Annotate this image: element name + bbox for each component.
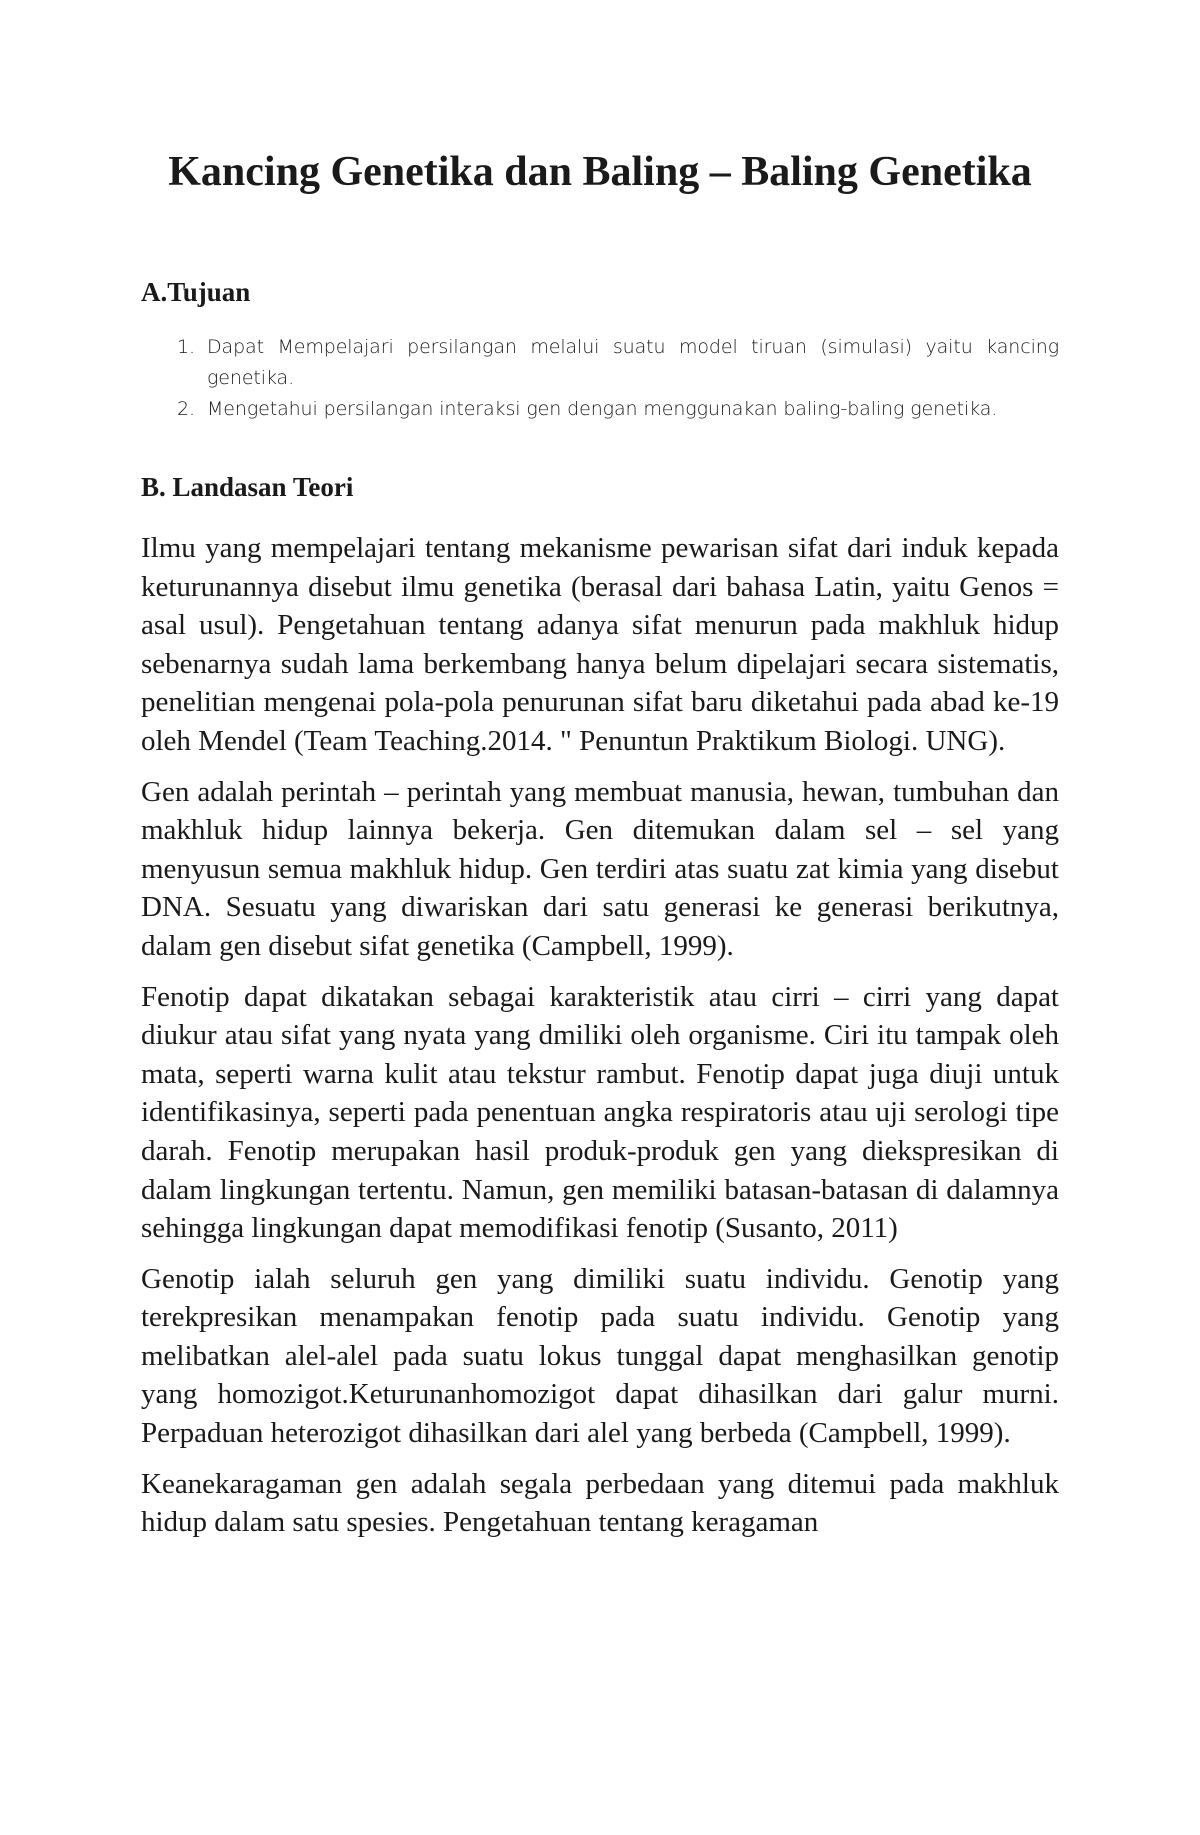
- section-tujuan: [141, 274, 1059, 425]
- section-b-heading: B. Landasan Teori: [141, 472, 354, 502]
- paragraph: Keanekaragaman gen adalah segala perbedaan yang ditemui pada makhluk hidup dalam satu spesies. Pengetahuan tentang keragaman: [141, 1467, 1059, 1539]
- paragraph: Ilmu yang mempelajari tentang mekanisme pewarisan sifat dari induk kepada keturunannya disebut ilmu genetika (berasal dari bahasa Latin, yaitu Genos = asal usul). Pengetahuan tentang adanya sifat menurun pada makhluk hidup sebenarnya sudah lama berkembang hanya belum dipelajari secara sistematis, penelitian mengenai pola-pola penurunan sifat baru diketahui pada abad ke-19 oleh Mendel (Team Teaching.2014. " Penuntun Praktikum Biologi. UNG).: [141, 532, 1059, 757]
- section-landasan-teori: [141, 469, 1059, 1542]
- aims-list: [141, 332, 1059, 425]
- paragraph: Fenotip dapat dikatakan sebagai karakteristik atau cirri – cirri yang dapat diukur atau sifat yang nyata yang dmiliki oleh organisme. Ciri itu tampak oleh mata, seperti warna kulit atau tekstur rambut. Fenotip dapat juga diuji untuk identifikasinya, seperti pada penentuan angka respiratoris atau uji serologi tipe darah. Fenotip merupakan hasil produk-produk gen yang diekspresikan di dalam lingkungan tertentu. Namun, gen memiliki batasan-batasan di dalamnya sehingga lingkungan dapat memodifikasi fenotip (Susanto, 2011): [141, 980, 1059, 1245]
- document-title: Kancing Genetika dan Baling – Baling Genetika: [168, 149, 1032, 195]
- section-a-heading: A.Tujuan: [141, 277, 251, 307]
- list-item-text: Dapat Mempelajari persilangan melalui suatu model tiruan (simulasi) yaitu kancing genetika.: [207, 336, 1059, 389]
- paragraph: Gen adalah perintah – perintah yang membuat manusia, hewan, tumbuhan dan makhluk hidup lainnya bekerja. Gen ditemukan dalam sel – sel yang menyusun semua makhluk hidup. Gen terdiri atas suatu zat kimia yang disebut DNA. Sesuatu yang diwariskan dari satu generasi ke generasi berikutnya, dalam gen disebut sifat genetika (Campbell, 1999).: [141, 775, 1059, 962]
- list-item: [141, 332, 1059, 394]
- list-item-text: Mengetahui persilangan interaksi gen dengan menggunakan baling-baling genetika.: [207, 398, 998, 420]
- list-item-number: 2.: [177, 398, 195, 420]
- list-item: [141, 394, 1059, 425]
- list-item-number: 1.: [177, 336, 195, 358]
- paragraph: Genotip ialah seluruh gen yang dimiliki suatu individu. Genotip yang terekpresikan menampakan fenotip pada suatu individu. Genotip yang melibatkan alel-alel pada suatu lokus tunggal dapat menghasilkan genotip yang homozigot.Keturunanhomozigot dapat dihasilkan dari galur murni. Perpaduan heterozigot dihasilkan dari alel yang berbeda (Campbell, 1999).: [141, 1262, 1059, 1450]
